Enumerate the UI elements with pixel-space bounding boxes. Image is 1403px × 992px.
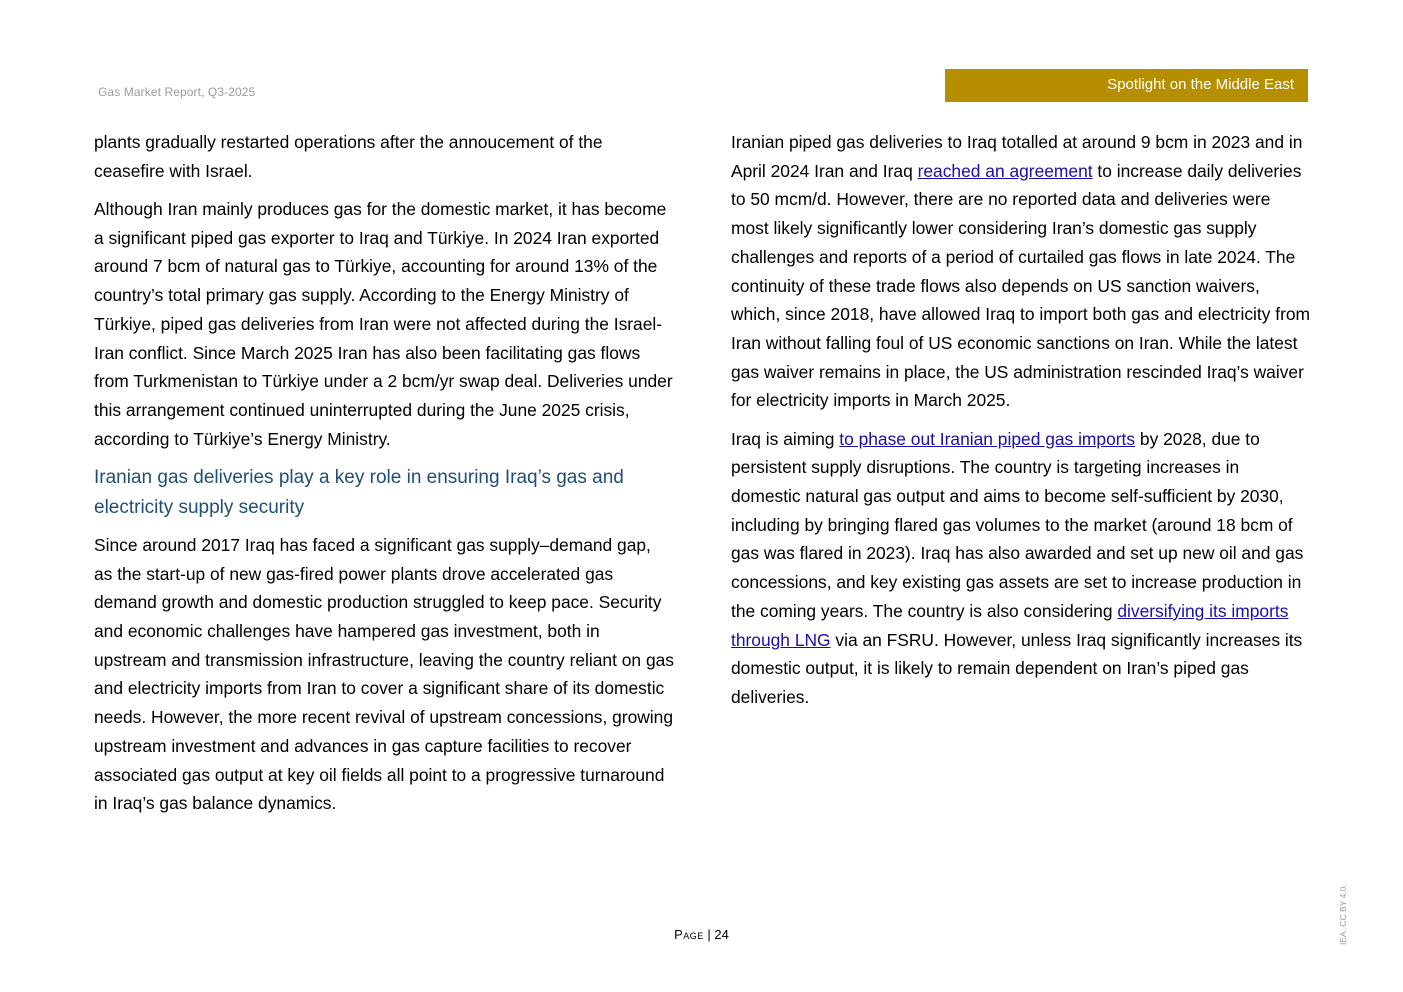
left-column bbox=[94, 128, 674, 828]
paragraph bbox=[731, 425, 1311, 712]
agreement-link[interactable]: reached an agreement bbox=[917, 160, 1093, 181]
paragraph bbox=[731, 128, 1311, 415]
page-separator: | bbox=[707, 927, 711, 942]
phase-out-imports-link[interactable]: to phase out Iranian piped gas imports bbox=[839, 428, 1136, 449]
page-label: Page bbox=[674, 927, 704, 942]
page-number-value: 24 bbox=[714, 927, 729, 942]
section-banner: Spotlight on the Middle East bbox=[945, 69, 1308, 102]
paragraph-text: via an FSRU. However, unless Iraq significantly increases its domestic output, it is likely to remain dependent on Iran’s piped gas deliveries. bbox=[731, 629, 1303, 707]
paragraph-text: Iraq is aiming bbox=[731, 428, 840, 449]
section-subheading: Iranian gas deliveries play a key role in ensuring Iraq’s gas and electricity supply security bbox=[94, 466, 624, 518]
paragraph-text: to increase daily deliveries to 50 mcm/d. However, there are no reported data and deliveries were most likely significantly lower considering Iran’s domestic gas supply challenges and reports of a period of curtailed gas flows in late 2024. The continuity of these trade flows also depends on US sanction waivers, which, since 2018, have allowed Iraq to import both gas and electricity from Iran without falling foul of US economic sanctions on Iran. While the latest gas waiver remains in place, the US administration rescinded Iraq’s waiver for electricity imports in March 2025. bbox=[731, 160, 1311, 411]
paragraph: Since around 2017 Iraq has faced a significant gas supply–demand gap, as the start-up of new gas-fired power plants drove accelerated gas demand growth and domestic production struggled to keep pace. Security and economic challenges have hampered gas investment, both in upstream and transmission infrastructure, leaving the country reliant on gas and electricity imports from Iran to cover a significant share of its domestic needs. However, the more recent revival of upstream concessions, growing upstream investment and advances in gas capture facilities to recover associated gas output at key oil fields all point to a progressive turnaround in Iraq’s gas balance dynamics. bbox=[94, 534, 674, 814]
paragraph: Although Iran mainly produces gas for the domestic market, it has become a significant piped gas exporter to Iraq and Türkiye. In 2024 Iran exported around 7 bcm of natural gas to Türkiye, accounting for around 13% of the country’s total primary gas supply. According to the Energy Ministry of Türkiye, piped gas deliveries from Iran were not affected during the Israel-Iran conflict. Since March 2025 Iran has also been facilitating gas flows from Turkmenistan to Türkiye under a 2 bcm/yr swap deal. Deliveries under this arrangement continued uninterrupted during the June 2025 crisis, according to Türkiye’s Energy Ministry. bbox=[94, 199, 673, 449]
license-notice: IEA. CC BY 4.0. bbox=[1338, 884, 1348, 945]
right-column bbox=[731, 128, 1311, 721]
paragraph-text: Iranian piped gas deliveries to Iraq totalled at around 9 bcm in 2023 and in April 2024 Iran and Iraq bbox=[731, 132, 1303, 181]
paragraph: plants gradually restarted operations after the annoucement of the ceasefire with Israel. bbox=[94, 132, 603, 181]
lng-imports-link[interactable]: diversifying its imports through LNG bbox=[731, 600, 1289, 650]
page-number bbox=[0, 927, 1403, 942]
report-title: Gas Market Report, Q3-2025 bbox=[98, 85, 256, 99]
paragraph-text: by 2028, due to persistent supply disruptions. The country is targeting increases in domestic natural gas output and aims to become self-sufficient by 2030, including by bringing flared gas volumes to the market (around 18 bcm of gas was flared in 2023). Iraq has also awarded and set up new oil and gas concessions, and key existing gas assets are set to increase production in the coming years. The country is also considering bbox=[731, 428, 1304, 621]
